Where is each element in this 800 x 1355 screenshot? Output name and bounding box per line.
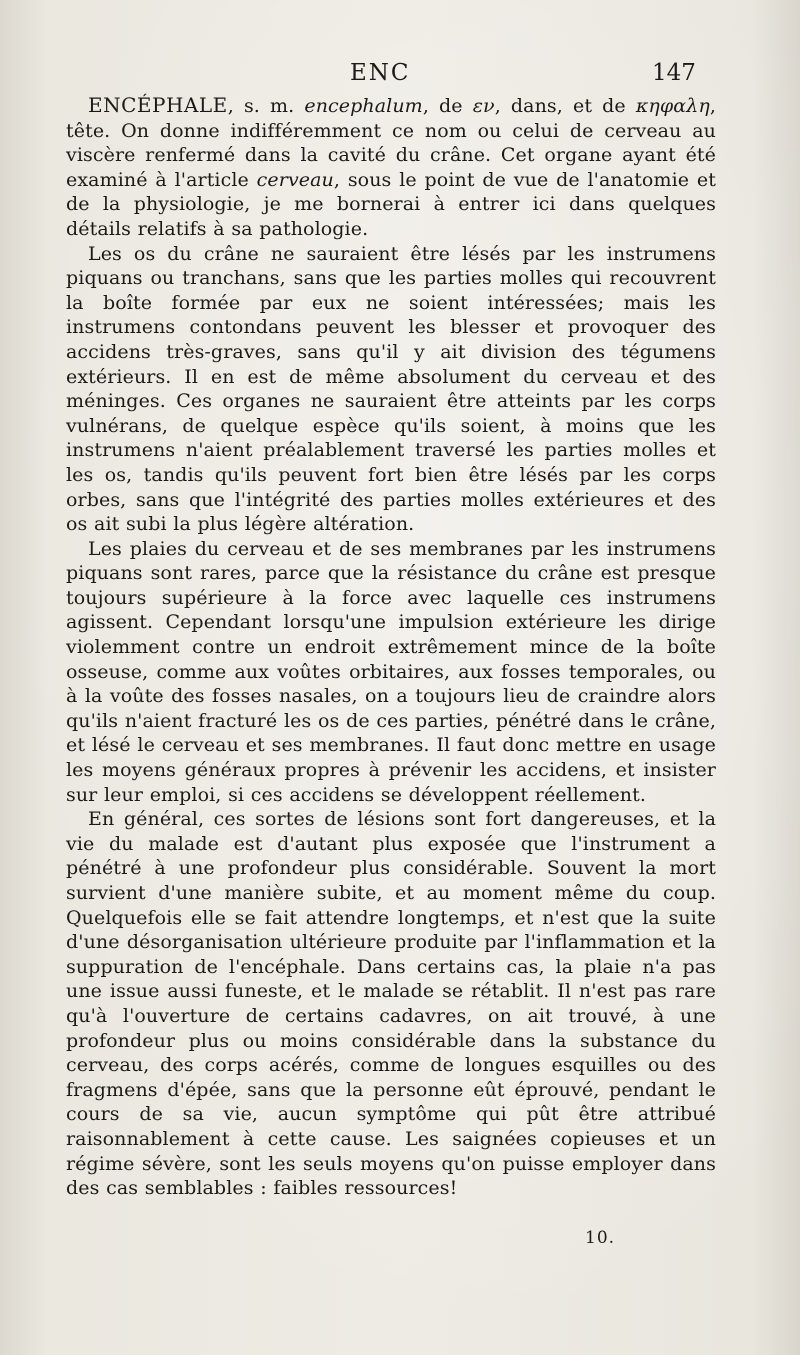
etymology-text-2: , dans, et de [494,95,636,117]
etymology-text-1: , de [422,95,473,117]
paragraph-en-general: En général, ces sortes de lésions sont fort dangereuses, et la vie du malade est d'autant plus exposée que l'instrument a pénétré à une profondeur plus considérable. Souvent la mort survient d'une manière subite, et au moment même du coup. Quelquefois elle se fait attendre longtemps, et n'est que la suite d'une désorganisation ultérieure produite par l'inflammation et la suppuration de l'encéphale. Dans certains cas, la plaie n'a pas une issue aussi funeste, et le malade se rétablit. Il n'est pas rare qu'à l'ouverture de certains cadavres, on ait trouvé, à une profondeur plus ou moins considérable dans la substance du cerveau, des corps acérés, comme de longues esquilles ou des fragmens d'épée, sans que la personne eût éprouvé, pendant le cours de sa vie, aucun symptôme qui pût être attribué raisonnablement à cette cause. Les saignées copieuses et un régime sévère, sont les seuls moyens qu'on puisse employer dans des cas semblables : faibles ressources! [66,808,716,1200]
entry-paragraph [66,93,716,242]
paragraph-plaies-cerveau: Les plaies du cerveau et de ses membranes par les instrumens piquans sont rares, parce que la résistance du crâne est presque toujours supérieure à la force avec laquelle ces instrumens agissent. Cependant lorsqu'une impulsion extérieure les dirige violemment contre un endroit extrêmement mince de la boîte osseuse, comme aux voûtes orbitaires, aux fosses temporales, ou à la voûte des fosses nasales, on a toujours lieu de craindre alors qu'ils n'aient fracturé les os de ces parties, pénétré dans le crâne, et lésé le cerveau et ses membranes. Il faut donc mettre en usage les moyens généraux propres à prévenir les accidens, et insister sur leur emploi, si ces accidens se développent réellement. [66,537,716,806]
etymology-text-4: , sous le point de vue de l'anatomie et de la physiologie, je me bornerai à entrer ici dans quelques détails relatifs à sa pathologie. [66,168,716,240]
cross-reference: cerveau [256,168,334,191]
signature-mark: 10. [585,1228,616,1248]
greek-term-2: κηφαλη [635,95,710,117]
part-of-speech: , s. m. [227,95,295,117]
page-number: 147 [652,60,696,86]
body-text [66,93,716,1201]
paragraph-lesions-crane: Les os du crâne ne sauraient être lésés par les instrumens piquans ou tranchans, sans que les parties molles qui recouvrent la boîte formée par eux ne soient intéressées; mais les instrumens contondans peuvent les blesser et provoquer des accidens très-graves, sans qu'il y ait division des tégumens extérieurs. Il en est de même absolument du cerveau et des méninges. Ces organes ne sauraient être atteints par les corps vulnérans, de quelque espèce qu'ils soient, à moins que les instrumens n'aient préalablement traversé les parties molles et les os, tandis qu'ils peuvent fort bien être lésés par les corps orbes, sans que l'intégrité des parties molles extérieures et des os ait subi la plus légère altération. [66,242,716,536]
running-head-title: ENC [350,60,411,86]
running-head [0,60,800,94]
headword: ENCÉPHALE [88,93,228,117]
greek-term-1: εν [472,95,495,117]
etymology-text-3: , tête. On donne indifféremment ce nom ou celui de cerveau au viscère renfermé dans la cavité du crâne. Cet organe ayant été examiné à l'article [66,95,717,191]
latin-term: encephalum [304,95,423,117]
